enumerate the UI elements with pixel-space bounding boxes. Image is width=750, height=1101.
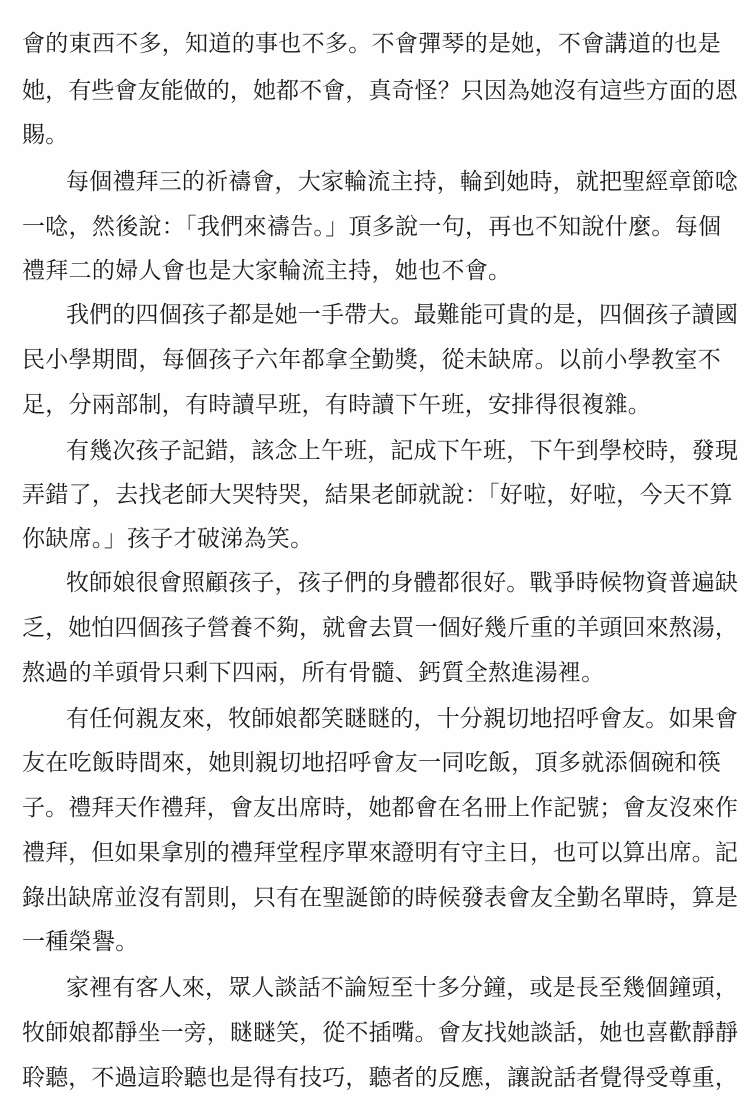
text-line: 有幾次孩子記錯，該念上午班，記成下午班，下午到學校時，發現 (66, 438, 738, 464)
text-line: 一種榮譽。 (22, 929, 139, 955)
text-line: 錄出缺席並沒有罰則，只有在聖誕節的時候發表會友全勤名單時，算是 (22, 885, 738, 911)
text-line: 你缺席。」孩子才破涕為笑。 (22, 526, 314, 552)
text-line: 禮拜二的婦人會也是大家輪流主持，她也不會。 (22, 258, 512, 284)
text-line: 每個禮拜三的祈禱會，大家輪流主持，輪到她時，就把聖經章節唸 (66, 169, 738, 195)
text-line: 禮拜，但如果拿別的禮拜堂程序單來證明有守主日，也可以算出席。記 (22, 840, 738, 866)
text-line: 弄錯了，去找老師大哭特哭，結果老師就說：「好啦，好啦，今天不算 (22, 482, 733, 508)
text-line: 友在吃飯時間來，她則親切地招呼會友一同吃飯，頂多就添個碗和筷 (22, 750, 721, 776)
text-line: 牧師娘很會照顧孩子，孩子們的身體都很好。戰爭時候物資普遍缺 (66, 570, 738, 596)
text-line: 民小學期間，每個孩子六年都拿全勤獎，從未缺席。以前小學教室不 (22, 347, 721, 373)
text-line: 一唸，然後說：「我們來禱告。」頂多說一句，再也不知說什麼。每個 (22, 214, 722, 240)
text-line: 我們的四個孩子都是她一手帶大。最難能可貴的是，四個孩子讀國 (66, 302, 738, 328)
text-line: 有任何親友來，牧師娘都笑瞇瞇的，十分親切地招呼會友。如果會 (66, 706, 738, 732)
text-line: 熬過的羊頭骨只剩下四兩，所有骨髓、鈣質全熬進湯裡。 (22, 660, 605, 686)
text-line: 她，有些會友能做的，她都不會，真奇怪？只因為她沒有這些方面的恩 (22, 78, 738, 104)
text-line: 賜。 (22, 122, 69, 148)
text-line: 乏，她怕四個孩子營養不夠，就會去買一個好幾斤重的羊頭回來熬湯， (22, 615, 738, 641)
text-line: 會的東西不多，知道的事也不多。不會彈琴的是她，不會講道的也是 (22, 31, 721, 57)
text-line: 聆聽，不過這聆聽也是得有技巧，聽者的反應，讓說話者覺得受尊重， (22, 1065, 738, 1091)
text-line: 子。禮拜天作禮拜，會友出席時，她都會在名冊上作記號；會友沒來作 (22, 795, 738, 821)
text-line: 家裡有客人來，眾人談話不論短至十多分鐘，或是長至幾個鐘頭， (66, 975, 738, 1001)
text-line: 足，分兩部制，有時讀早班，有時讀下午班，安排得很複雜。 (22, 392, 652, 418)
text-line: 牧師娘都靜坐一旁，瞇瞇笑，從不插嘴。會友找她談話，她也喜歡靜靜 (22, 1020, 738, 1046)
